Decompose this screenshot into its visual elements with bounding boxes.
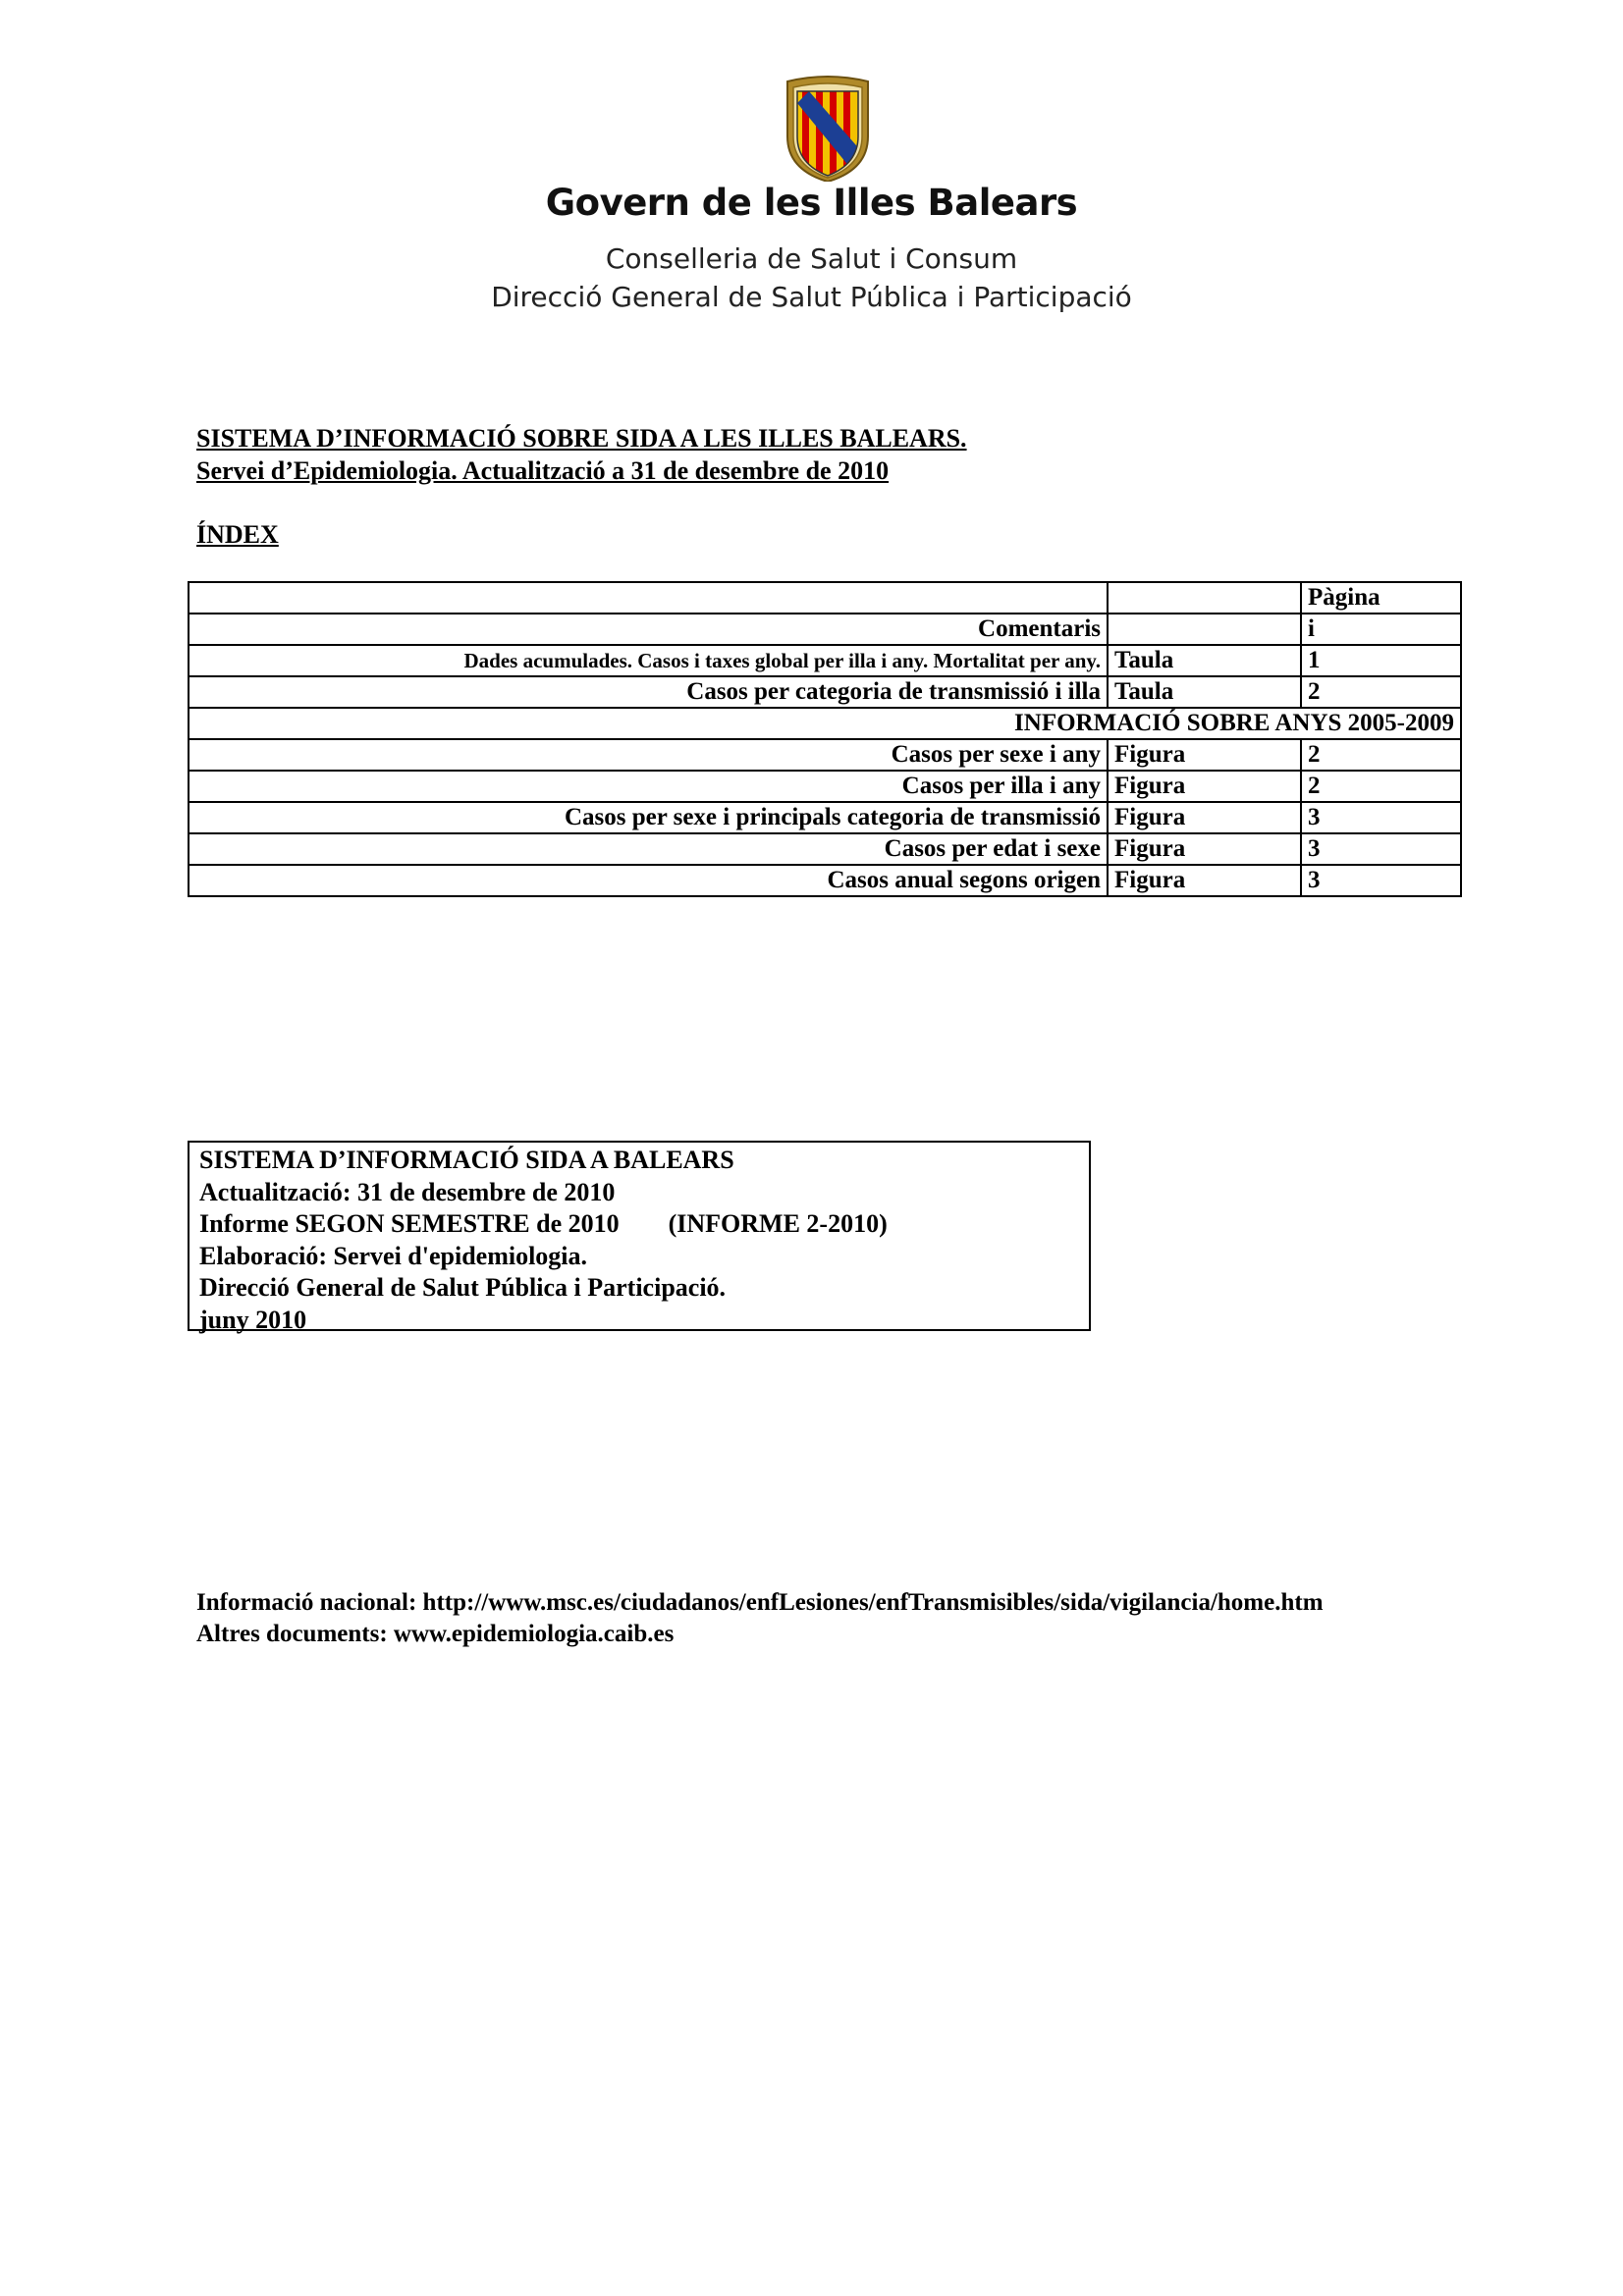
government-name: Govern de les Illes Balears [545,182,1078,224]
row-description: Casos per sexe i principals categoria de transmissió [189,802,1108,833]
directorate-name: Direcció General de Salut Pública i Participació [491,281,1132,313]
row-type: Figura [1108,771,1301,802]
other-documents-link[interactable]: Altres documents: www.epidemiologia.caib.es [196,1621,675,1647]
page-column-header: Pàgina [1301,582,1461,614]
report-subtitle: Servei d’Epidemiologia. Actualització a 31 de desembre de 2010 [196,456,890,485]
table-row [189,614,1461,645]
index-heading: ÍNDEX [196,520,279,549]
table-row [189,676,1461,708]
row-type: Taula [1108,676,1301,708]
department-name: Conselleria de Salut i Consum [605,242,1018,275]
row-page: 3 [1301,802,1461,833]
row-description: Dades acumulades. Casos i taxes global per illa i any. Mortalitat per any. [189,645,1108,676]
row-description: Casos per sexe i any [189,739,1108,771]
table-row [189,865,1461,896]
row-page: 3 [1301,833,1461,865]
table-row [189,771,1461,802]
row-description: Casos per categoria de transmissió i illa [189,676,1108,708]
section-title: INFORMACIÓ SOBRE ANYS 2005-2009 [189,708,1461,739]
report-title: SISTEMA D’INFORMACIÓ SOBRE SIDA A LES ILLES BALEARS. [196,424,967,453]
info-report-line [199,1208,1089,1241]
row-page: 2 [1301,676,1461,708]
row-type: Figura [1108,865,1301,896]
info-directorate: Direcció General de Salut Pública i Participació. [199,1273,727,1302]
row-type [1108,614,1301,645]
row-type: Figura [1108,739,1301,771]
table-header-row [189,582,1461,614]
footer [196,1587,1324,1650]
row-page: i [1301,614,1461,645]
info-report-code: (INFORME 2-2010) [668,1209,888,1238]
row-type: Taula [1108,645,1301,676]
row-page: 3 [1301,865,1461,896]
info-author: Elaboració: Servei d'epidemiologia. [199,1241,588,1270]
info-update-date: Actualització: 31 de desembre de 2010 [199,1177,616,1206]
row-type: Figura [1108,833,1301,865]
row-page: 2 [1301,771,1461,802]
national-info-link[interactable]: Informació nacional: http://www.msc.es/ciudadanos/enfLesiones/enfTransmisibles/sida/vigilancia/home.htm [196,1589,1324,1616]
report-info-box [188,1141,1091,1334]
table-row [189,645,1461,676]
row-description: Comentaris [189,614,1108,645]
row-page: 2 [1301,739,1461,771]
table-cell [189,582,1108,614]
row-description: Casos anual segons origen [189,865,1108,896]
info-report-name: Informe SEGON SEMESTRE de 2010 [199,1209,620,1238]
index-table [188,581,1462,897]
table-row [189,739,1461,771]
row-type: Figura [1108,802,1301,833]
info-system-name: SISTEMA D’INFORMACIÓ SIDA A BALEARS [199,1146,734,1174]
table-row [189,802,1461,833]
row-page: 1 [1301,645,1461,676]
coat-of-arms-icon [784,74,872,182]
table-section-row [189,708,1461,739]
table-cell [1108,582,1301,614]
row-description: Casos per illa i any [189,771,1108,802]
table-row [189,833,1461,865]
row-description: Casos per edat i sexe [189,833,1108,865]
info-date: juny 2010 [199,1305,307,1334]
